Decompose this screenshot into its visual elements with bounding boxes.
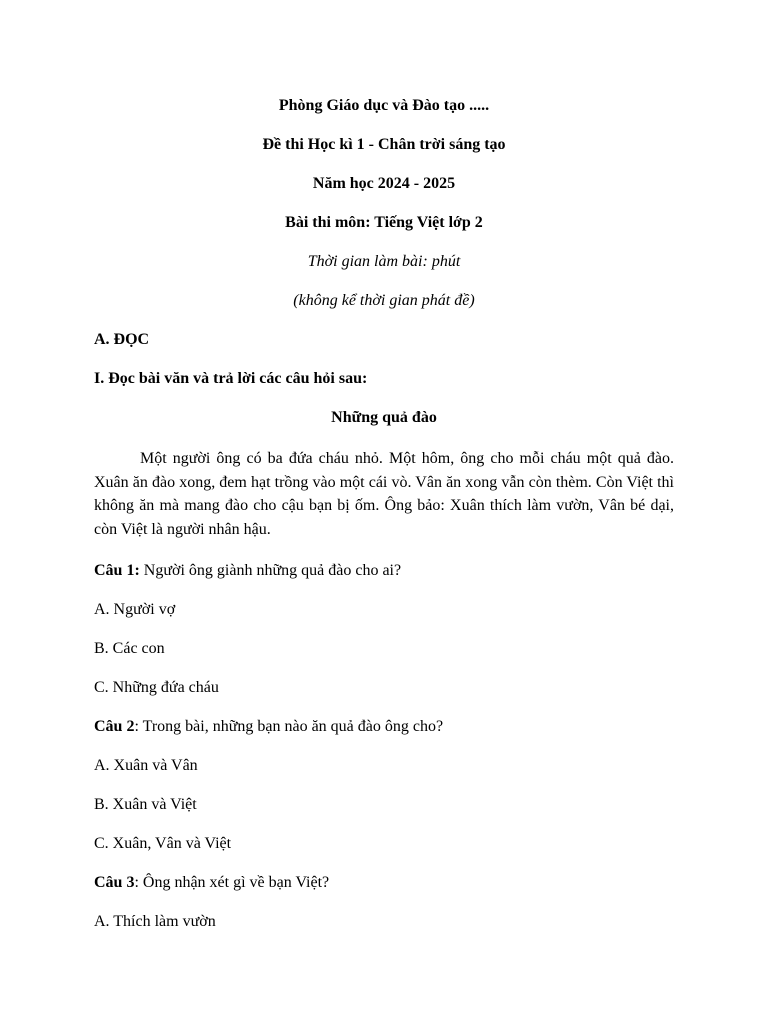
part-title: I. Đọc bài văn và trả lời các câu hỏi sau: bbox=[94, 370, 368, 387]
department-heading: Phòng Giáo dục và Đào tạo ..... bbox=[278, 97, 490, 114]
question-1-label: Câu 1: bbox=[94, 562, 140, 579]
question-2-text: : Trong bài, những bạn nào ăn quả đào ông cho? bbox=[134, 718, 444, 735]
question-1-option-c: C. Những đứa cháu bbox=[94, 679, 219, 696]
question-3-option-a: A. Thích làm vườn bbox=[94, 913, 216, 930]
story-title: Những quả đào bbox=[331, 409, 437, 426]
question-2-option-a: A. Xuân và Vân bbox=[94, 757, 198, 774]
question-3-label: Câu 3 bbox=[94, 874, 135, 891]
question-1-option-a: A. Người vợ bbox=[94, 601, 176, 618]
school-year: Năm học 2024 - 2025 bbox=[312, 175, 456, 192]
question-2-option-c: C. Xuân, Vân và Việt bbox=[94, 835, 232, 852]
question-3 bbox=[94, 873, 674, 892]
question-1 bbox=[94, 561, 674, 580]
exam-time: Thời gian làm bài: phút bbox=[307, 253, 461, 270]
question-1-option-b: B. Các con bbox=[94, 640, 165, 657]
subject-title: Bài thi môn: Tiếng Việt lớp 2 bbox=[285, 214, 483, 231]
question-2 bbox=[94, 717, 674, 736]
exam-time-note: (không kể thời gian phát đề) bbox=[293, 292, 475, 309]
section-title: A. ĐỌC bbox=[94, 331, 150, 348]
story-paragraph: Một người ông có ba đứa cháu nhỏ. Một hôm, ông cho mỗi cháu một quả đào. Xuân ăn đào xong, đem hạt trồng vào một cái vò. Vân ăn xong vẫn còn thèm. Còn Việt thì không ăn mà mang đào cho cậu bạn bị ốm. Ông bảo: Xuân thích làm vườn, Vân bé dại, còn Việt là người nhân hậu. bbox=[94, 450, 674, 538]
exam-title: Đề thi Học kì 1 - Chân trời sáng tạo bbox=[262, 136, 506, 153]
question-3-text: : Ông nhận xét gì về bạn Việt? bbox=[134, 874, 330, 891]
question-2-option-b: B. Xuân và Việt bbox=[94, 796, 197, 813]
question-2-label: Câu 2 bbox=[94, 718, 135, 735]
question-1-text: Người ông giành những quả đào cho ai? bbox=[139, 562, 402, 579]
